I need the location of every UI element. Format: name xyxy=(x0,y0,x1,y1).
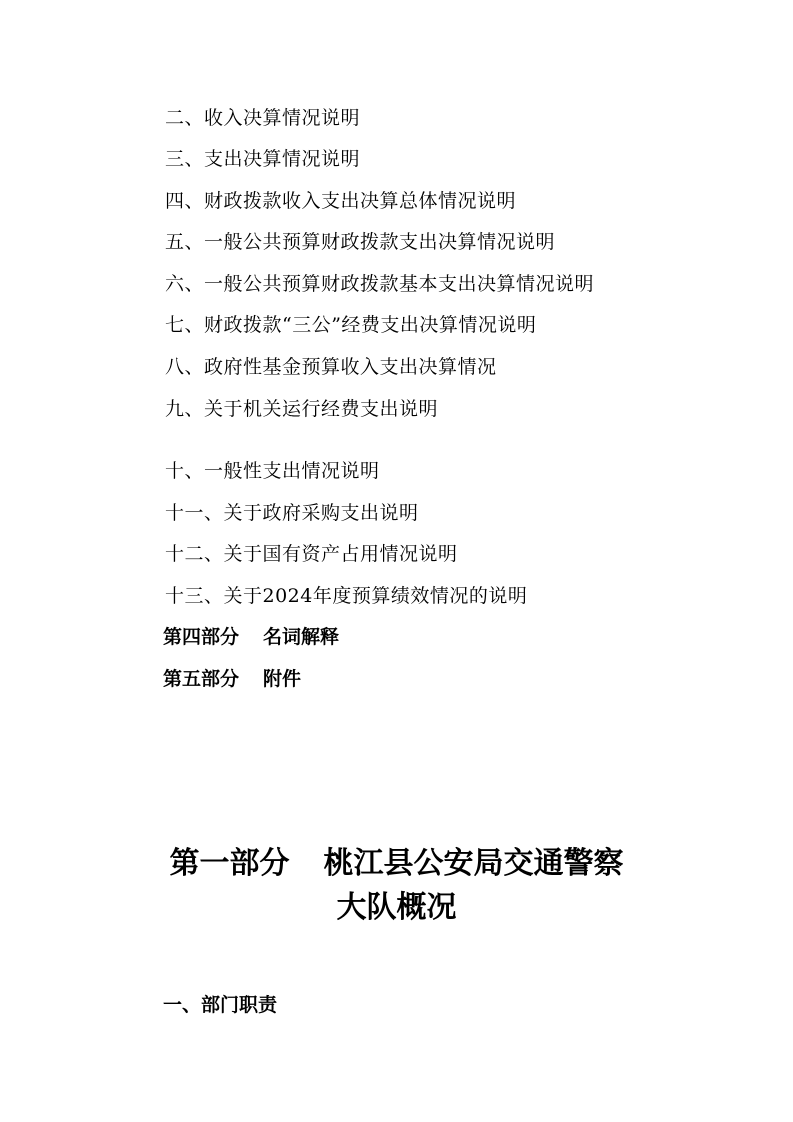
section-heading: 一、部门职责 xyxy=(163,994,278,1016)
chapter-title-line-2: 大队概况 xyxy=(336,890,457,925)
toc-item: 六、一般公共预算财政拨款基本支出决算情况说明 xyxy=(165,273,595,295)
chapter-label: 第一部分 xyxy=(169,846,290,881)
toc-part-label: 第五部分 xyxy=(163,668,240,690)
toc-part-5 xyxy=(163,667,301,691)
toc-part-4 xyxy=(163,625,339,649)
toc-item: 九、关于机关运行经费支出说明 xyxy=(165,398,439,420)
toc-item: 五、一般公共预算财政拨款支出决算情况说明 xyxy=(165,231,556,253)
chapter-title-text: 桃江县公安局交通警察 xyxy=(323,846,624,881)
toc-part-title: 名词解释 xyxy=(263,626,340,648)
toc-item: 二、收入决算情况说明 xyxy=(165,107,361,129)
toc-item: 七、财政拨款“三公”经费支出决算情况说明 xyxy=(165,314,537,336)
toc-item: 八、政府性基金预算收入支出决算情况 xyxy=(165,356,497,378)
toc-item: 十一、关于政府采购支出说明 xyxy=(165,502,419,524)
toc-item: 四、财政拨款收入支出决算总体情况说明 xyxy=(165,190,517,212)
toc-item: 十、一般性支出情况说明 xyxy=(165,460,380,482)
toc-part-title: 附件 xyxy=(263,668,302,690)
toc-item: 十二、关于国有资产占用情况说明 xyxy=(165,543,458,565)
toc-part-label: 第四部分 xyxy=(163,626,240,648)
toc-item: 三、支出决算情况说明 xyxy=(165,148,361,170)
chapter-title-line-1 xyxy=(0,842,793,886)
toc-item: 十三、关于2024年度预算绩效情况的说明 xyxy=(165,585,528,607)
